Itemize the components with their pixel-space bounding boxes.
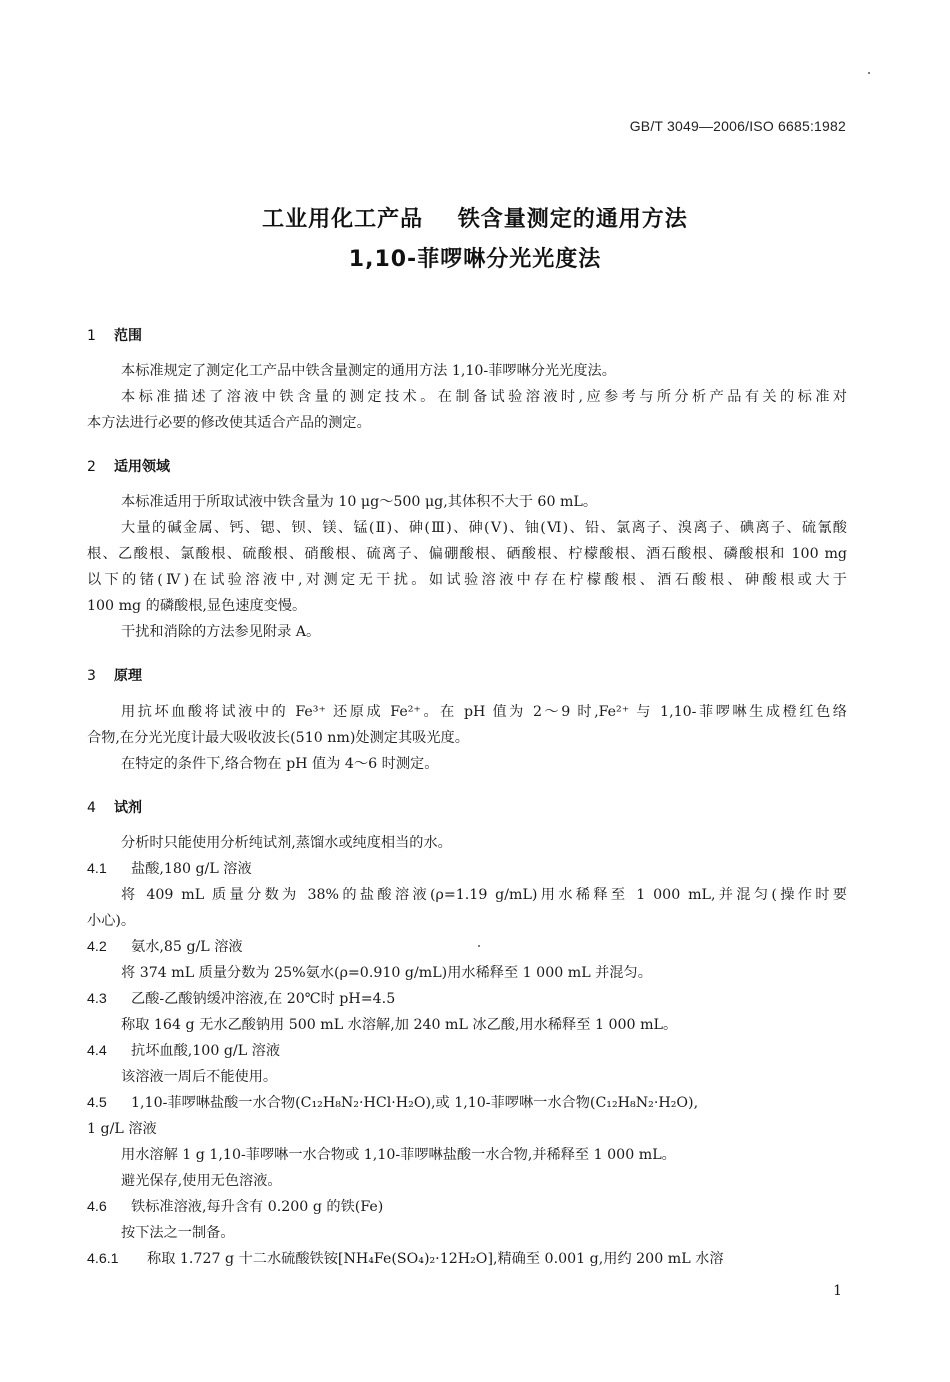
reagent-title: 抗坏血酸,100 g/L 溶液: [131, 1043, 281, 1059]
section-heading-scope: [87, 325, 142, 345]
paragraph-line: 1 g/L 溶液: [87, 1121, 157, 1137]
paragraph-line: 根、乙酸根、氯酸根、硫酸根、硝酸根、硫离子、偏硼酸根、硒酸根、柠檬酸根、酒石酸根、磷酸根和 100 mg: [87, 546, 847, 562]
reagent-title: 1,10-菲啰啉盐酸一水合物(C₁₂H₈N₂·HCl·H₂O),或 1,10-菲啰啉一水合物(C₁₂H₈N₂·H₂O),: [131, 1095, 699, 1111]
paragraph-line: 将 374 mL 质量分数为 25%氨水(ρ=0.910 g/mL)用水稀释至 1 000 mL 并混匀。: [121, 965, 652, 981]
paragraph-line: 将 409 mL 质量分数为 38%的盐酸溶液(ρ=1.19 g/mL)用水稀释至 1 000 mL,并混匀(操作时要: [121, 887, 847, 903]
reagent-title: 称取 1.727 g 十二水硫酸铁铵[NH₄Fe(SO₄)₂·12H₂O],精确至 0.001 g,用约 200 mL 水溶: [147, 1251, 724, 1267]
section-title: 适用领域: [114, 459, 170, 475]
reagent-item-4-6: [87, 1197, 383, 1217]
paragraph-line: 按下法之一制备。: [121, 1225, 235, 1241]
reagent-number: 4.6: [87, 1199, 107, 1215]
page-number: 1: [833, 1283, 842, 1299]
paragraph-line: 以下的锗(Ⅳ)在试验溶液中,对测定无干扰。如试验溶液中存在柠檬酸根、酒石酸根、砷酸根或大于: [87, 572, 847, 588]
section-heading-scope-of-application: [87, 456, 170, 476]
paragraph-line: 称取 164 g 无水乙酸钠用 500 mL 水溶解,加 240 mL 冰乙酸,用水稀释至 1 000 mL。: [121, 1017, 678, 1033]
paragraph-line: 合物,在分光光度计最大吸收波长(510 nm)处测定其吸光度。: [87, 730, 469, 746]
scan-speck: [478, 945, 480, 947]
section-number: 3: [87, 668, 96, 684]
section-number: 1: [87, 328, 96, 344]
reagent-title: 乙酸-乙酸钠缓冲溶液,在 20℃时 pH=4.5: [131, 991, 396, 1007]
section-heading-reagents: [87, 797, 142, 817]
reagent-item-4-4: [87, 1041, 280, 1061]
scan-speck: [868, 72, 870, 74]
reagent-item-4-2: [87, 937, 243, 957]
paragraph-line: 本方法进行必要的修改使其适合产品的测定。: [87, 415, 371, 431]
section-title: 原理: [114, 668, 142, 684]
reagent-title: 氨水,85 g/L 溶液: [131, 939, 243, 955]
paragraph-line: 本标准规定了测定化工产品中铁含量测定的通用方法 1,10-菲啰啉分光光度法。: [121, 363, 616, 379]
reagent-number: 4.6.1: [87, 1251, 119, 1267]
reagent-number: 4.5: [87, 1095, 107, 1111]
reagent-number: 4.2: [87, 939, 107, 955]
standard-code: GB/T 3049—2006/ISO 6685:1982: [629, 118, 846, 134]
paragraph-line: 该溶液一周后不能使用。: [121, 1069, 278, 1085]
paragraph-line: 用水溶解 1 g 1,10-菲啰啉一水合物或 1,10-菲啰啉盐酸一水合物,并稀释至 1 000 mL。: [121, 1147, 676, 1163]
reagent-title: 盐酸,180 g/L 溶液: [131, 861, 252, 877]
section-number: 4: [87, 800, 96, 816]
document-title-line1: 工业用化工产品 铁含量测定的通用方法: [262, 207, 688, 232]
reagent-title: 铁标准溶液,每升含有 0.200 g 的铁(Fe): [131, 1199, 384, 1215]
paragraph-line: 分析时只能使用分析纯试剂,蒸馏水或纯度相当的水。: [121, 835, 452, 851]
paragraph-line: 避光保存,使用无色溶液。: [121, 1173, 282, 1189]
reagent-item-4-5: [87, 1093, 698, 1113]
paragraph-line: 用抗坏血酸将试液中的 Fe³⁺ 还原成 Fe²⁺。在 pH 值为 2～9 时,Fe²⁺ 与 1,10-菲啰啉生成橙红色络: [121, 704, 847, 720]
section-number: 2: [87, 459, 96, 475]
reagent-number: 4.4: [87, 1043, 107, 1059]
paragraph-line: 大量的碱金属、钙、锶、钡、镁、锰(Ⅱ)、砷(Ⅲ)、砷(Ⅴ)、铀(Ⅵ)、铅、氯离子、溴离子、碘离子、硫氰酸: [121, 520, 847, 536]
reagent-item-4-6-1: [87, 1249, 724, 1269]
paragraph-line: 在特定的条件下,络合物在 pH 值为 4～6 时测定。: [121, 756, 439, 772]
reagent-item-4-3: [87, 989, 395, 1009]
section-heading-principle: [87, 665, 142, 685]
paragraph-line: 本标准适用于所取试液中铁含量为 10 μg～500 μg,其体积不大于 60 mL。: [121, 494, 598, 510]
reagent-item-4-1: [87, 859, 252, 879]
reagent-number: 4.1: [87, 861, 107, 877]
paragraph-line: 小心)。: [87, 913, 136, 929]
paragraph-line: 100 mg 的磷酸根,显色速度变慢。: [87, 598, 307, 614]
paragraph-line: 本标准描述了溶液中铁含量的测定技术。在制备试验溶液时,应参考与所分析产品有关的标准对: [121, 389, 847, 405]
document-title-line2: 1,10-菲啰啉分光光度法: [348, 247, 602, 272]
section-title: 范围: [114, 328, 142, 344]
reagent-number: 4.3: [87, 991, 107, 1007]
paragraph-line: 干扰和消除的方法参见附录 A。: [121, 624, 321, 640]
section-title: 试剂: [114, 800, 142, 816]
